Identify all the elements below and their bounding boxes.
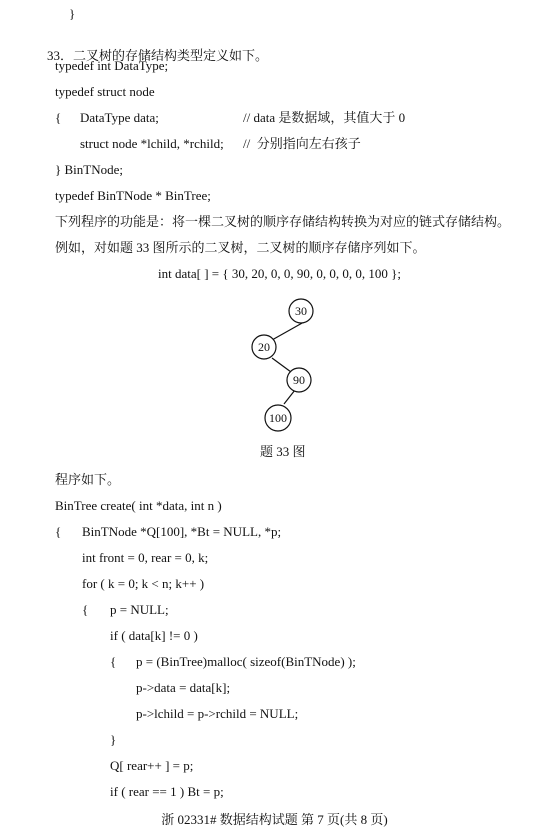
tree-node-label: 90 [293,373,305,387]
tree-node-label: 20 [258,340,270,354]
code-line: p->data = data[k]; [136,680,231,695]
code-line: typedef BinTNode * BinTree; [55,188,211,203]
tree-node-label: 100 [269,411,287,425]
code-line-brace: { [110,654,117,669]
code-line: int front = 0, rear = 0, k; [82,550,209,565]
code-line: BinTNode *Q[100], *Bt = NULL, *p; [82,524,282,539]
code-line: typedef struct node [55,84,155,99]
code-line-array: int data[ ] = { 30, 20, 0, 0, 90, 0, 0, 0, 0, 100 }; [158,266,401,281]
code-line-brace: { [55,110,62,125]
binary-tree-figure [230,292,340,432]
code-line: p->lchild = p->rchild = NULL; [136,706,299,721]
question-title: 二叉树的存储结构类型定义如下。 [73,48,269,63]
code-line: struct node *lchild, *rchild; [80,136,224,151]
code-line: p = (BinTree)malloc( sizeof(BinTNode) ); [136,654,356,669]
code-line: p = NULL; [110,602,169,617]
code-line: typedef int DataType; [55,58,169,73]
code-line: if ( data[k] != 0 ) [110,628,198,643]
code-line: Q[ rear++ ] = p; [110,758,194,773]
edge-30-20 [272,322,304,340]
paragraph: 下列程序的功能是：将一棵二叉树的顺序存储结构转换为对应的链式存储结构。 [55,214,511,229]
code-line: } BinTNode; [55,162,123,177]
code-line-brace: } [110,732,117,747]
question-number: 33． [47,48,74,63]
edge-20-90 [272,358,291,372]
tree-node-label: 30 [295,304,307,318]
code-comment: // 分别指向左右孩子 [243,136,361,151]
paragraph: 程序如下。 [55,472,121,487]
paragraph: 例如，对如题 33 图所示的二叉树，二叉树的顺序存储序列如下。 [55,240,426,255]
code-line-brace: { [82,602,89,617]
edge-90-100 [284,390,295,404]
code-line: for ( k = 0; k < n; k++ ) [82,576,205,591]
closing-brace: } [69,6,76,21]
code-line: BinTree create( int *data, int n ) [55,498,222,513]
code-comment: // data 是数据域，其值大于 0 [243,110,406,125]
code-line: if ( rear == 1 ) Bt = p; [110,784,224,799]
figure-caption: 题 33 图 [260,444,306,459]
page-footer: 浙 02331# 数据结构试题 第 7 页(共 8 页) [161,812,388,827]
code-line-brace: { [55,524,62,539]
code-line: DataType data; [80,110,159,125]
